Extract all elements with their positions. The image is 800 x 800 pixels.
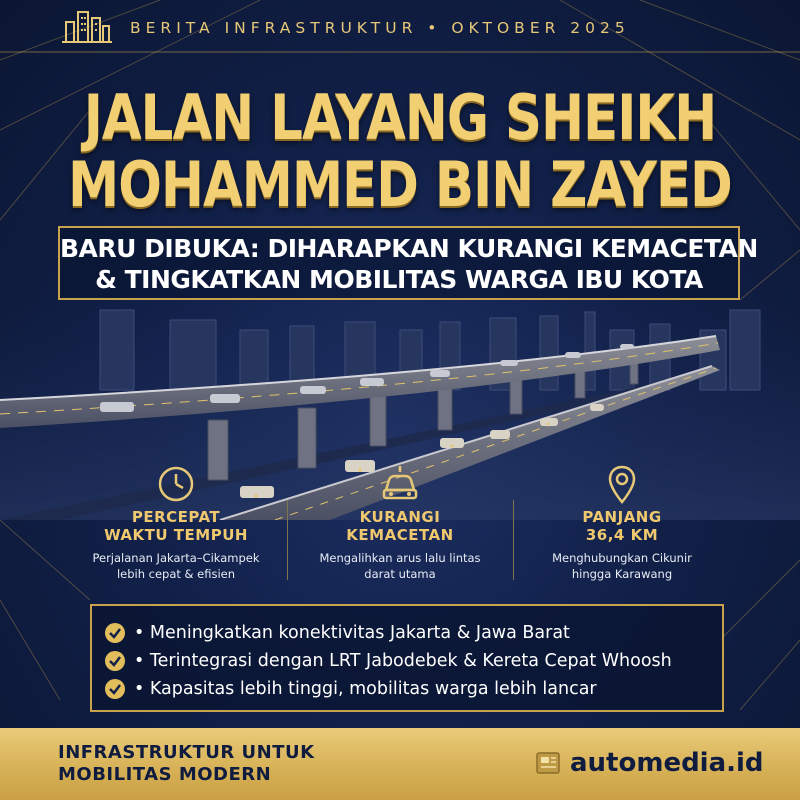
footer-tagline-line-2: MOBILITAS MODERN xyxy=(58,764,272,785)
check-circle-icon xyxy=(104,678,126,700)
feature-description: Mengalihkan arus lalu lintas darat utama xyxy=(319,551,481,581)
feature-description: Menghubungkan Cikunir hingga Karawang xyxy=(552,551,692,581)
check-circle-icon xyxy=(104,650,126,672)
check-circle-icon xyxy=(104,622,126,644)
brand-name: automedia.id xyxy=(570,748,764,778)
benefit-item xyxy=(104,676,714,702)
feature-divider xyxy=(287,500,288,580)
feature-description: Perjalanan Jakarta–Cikampek lebih cepat & efisien xyxy=(92,551,260,581)
feature-title: PERCEPAT WAKTU TEMPUH xyxy=(104,508,248,544)
benefit-text: • Kapasitas lebih tinggi, mobilitas warga lebih lancar xyxy=(134,679,597,699)
subtitle-line-1: BARU DIBUKA: DIHARAPKAN KURANGI KEMACETAN xyxy=(60,234,758,263)
feature-length xyxy=(512,458,732,588)
clock-icon xyxy=(152,460,200,508)
benefit-text: • Meningkatkan konektivitas Jakarta & Jawa Barat xyxy=(134,623,570,643)
headline-line-2: MOHAMMED BIN ZAYED xyxy=(68,148,732,221)
feature-travel-time xyxy=(66,458,286,588)
benefit-item xyxy=(104,648,714,674)
headline-line-1: JALAN LAYANG SHEIKH xyxy=(83,81,717,154)
benefit-text: • Terintegrasi dengan LRT Jabodebek & Kereta Cepat Whoosh xyxy=(134,651,672,671)
feature-title: KURANGI KEMACETAN xyxy=(346,508,454,544)
benefits-box xyxy=(90,604,724,712)
footer-tagline-line-1: INFRASTRUKTUR UNTUK xyxy=(58,742,315,763)
location-pin-icon xyxy=(598,460,646,508)
benefit-item xyxy=(104,620,714,646)
city-buildings-icon xyxy=(62,8,112,44)
news-document-icon xyxy=(534,748,564,778)
feature-congestion xyxy=(290,458,510,588)
header-kicker: BERITA INFRASTRUKTUR • OKTOBER 2025 xyxy=(130,19,630,37)
feature-title: PANJANG 36,4 KM xyxy=(582,508,662,544)
subtitle-box xyxy=(58,226,758,300)
subtitle-line-2: & TINGKATKAN MOBILITAS WARGA IBU KOTA xyxy=(95,265,703,294)
car-icon xyxy=(376,460,424,508)
footer-bar xyxy=(0,728,800,800)
